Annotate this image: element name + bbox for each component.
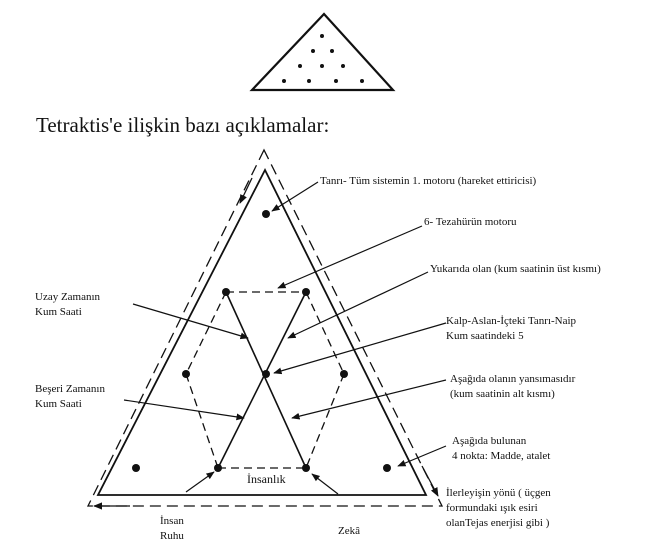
hourglass (186, 292, 344, 468)
small-tetraktys-triangle (252, 14, 393, 90)
hexagon-side-dashed (186, 374, 218, 468)
point-center (262, 370, 270, 378)
label-below-line1: Aşağıda bulunan (452, 435, 527, 447)
arrow-intellect (312, 474, 338, 494)
hexagon-side-dashed (306, 374, 344, 468)
label-above: Yukarıda olan (kum saatinin üst kısmı) (430, 263, 601, 275)
point-god (262, 210, 270, 218)
label-space-time-line1: Uzay Zamanın (35, 291, 101, 303)
label-humanity: İnsanlık (247, 472, 286, 486)
arrow-below-points (398, 446, 446, 466)
page-heading: Tetraktis'e ilişkin bazı açıklamalar: (36, 113, 330, 137)
label-soul-line2: Ruhu (160, 530, 184, 542)
arrow-reflection (292, 380, 446, 418)
label-heart-line1: Kalp-Aslan-İçteki Tanrı-Naip (446, 315, 577, 327)
hexagon-side-dashed (186, 292, 226, 374)
arrow-heart (274, 323, 446, 373)
label-intellect: Zekâ (338, 525, 360, 537)
label-below-points (452, 434, 550, 464)
label-direction-line1: İlerleyişin yönü ( üçgen (446, 487, 551, 499)
small-dot (330, 49, 334, 53)
point-right-middle (340, 370, 348, 378)
outer-dashed-triangle (88, 150, 442, 506)
main-triangle (98, 170, 426, 495)
label-human-soul (160, 514, 184, 544)
small-dot (311, 49, 315, 53)
small-dot (307, 79, 311, 83)
point-bottom-left (132, 464, 140, 472)
label-direction (446, 486, 551, 531)
arrow-soul (186, 472, 214, 492)
small-dot (298, 64, 302, 68)
tetraktys-points (132, 210, 391, 472)
arrow-space-time (133, 304, 248, 338)
label-heart (446, 314, 576, 344)
small-dot (282, 79, 286, 83)
label-manifestation-motor: 6- Tezahürün motoru (424, 216, 517, 228)
label-below-line2: 4 nokta: Madde, atalet (452, 450, 551, 462)
arrow-manifestation-motor (278, 226, 422, 288)
small-dot (360, 79, 364, 83)
label-direction-line2: formundaki ışık esiri (446, 502, 538, 514)
small-dot (320, 64, 324, 68)
point-hourglass-top-left (222, 288, 230, 296)
label-human-time-line1: Beşeri Zamanın (35, 383, 105, 395)
small-dot (341, 64, 345, 68)
point-intellect (302, 464, 310, 472)
label-god-motor: Tanrı- Tüm sistemin 1. motoru (hareket ettiricisi) (320, 175, 537, 187)
label-direction-line3: olanTejas enerjisi gibi ) (446, 517, 550, 529)
label-space-time-hourglass (35, 290, 100, 320)
label-human-time-hourglass (35, 382, 105, 412)
label-human-time-line2: Kum Saati (35, 398, 82, 410)
point-bottom-right (383, 464, 391, 472)
label-reflection (450, 372, 575, 402)
point-left-middle (182, 370, 190, 378)
hourglass-diagonal (226, 292, 306, 468)
small-dot (334, 79, 338, 83)
small-tetraktys-dots (282, 34, 364, 83)
label-reflection-line2: (kum saatinin alt kısmı) (450, 388, 555, 400)
arrow-above (288, 272, 428, 338)
hourglass-diagonal (218, 292, 306, 468)
point-hourglass-top-right (302, 288, 310, 296)
annotation-arrows (124, 182, 446, 494)
label-space-time-line2: Kum Saati (35, 306, 82, 318)
point-soul (214, 464, 222, 472)
small-triangle-outline (252, 14, 393, 90)
label-reflection-line1: Aşağıda olanın yansımasıdır (450, 373, 576, 385)
label-heart-line2: Kum saatindeki 5 (446, 330, 524, 342)
small-dot (320, 34, 324, 38)
label-soul-line1: İnsan (160, 515, 184, 527)
